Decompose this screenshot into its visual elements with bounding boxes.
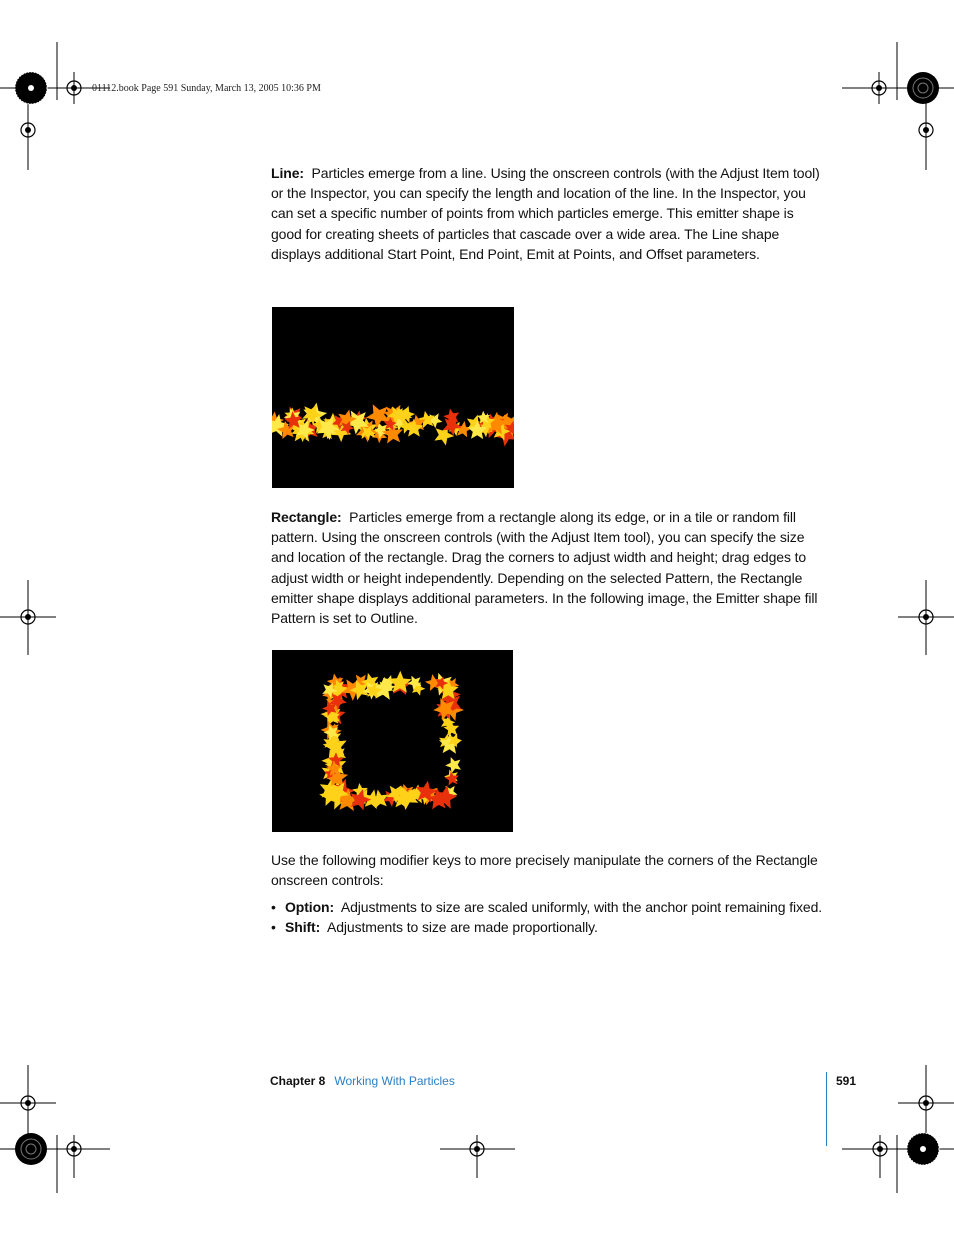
shift-description: Adjustments to size are made proportionally. <box>326 919 598 936</box>
star-particle <box>445 757 461 773</box>
term-shift: Shift: <box>285 919 321 936</box>
term-option: Option: <box>285 899 335 915</box>
rectangle-description: Particles emerge from a rectangle along its edge, or in a tile or random fill pattern. Using the onscreen controls (with the Adjust Item tool), you can specify the size and location of the rectangle. Drag the corners to adjust width and height; drag edges to adjust width or height independently. Depending on the selected Pattern, the Rectangle emitter shape displays additional parameters. In the following image, the Emitter shape fill Pattern is set to Outline. <box>271 509 818 627</box>
line-emitter-image <box>272 307 514 488</box>
paragraph-line <box>271 163 827 264</box>
page-number: 591 <box>836 1074 857 1088</box>
rectangle-emitter-image <box>272 650 513 832</box>
bullet-dot: • <box>271 919 276 936</box>
bullet-dot: • <box>271 899 276 915</box>
footer-divider <box>826 1072 827 1146</box>
line-description: Particles emerge from a line. Using the onscreen controls (with the Adjust Item tool) or the Inspector, you can specify the length and location of the line. In the Inspector, you can set a specific number of points from which particles emerge. This emitter shape is good for creating sheets of particles that cascade over a wide area. The Line shape displays additional Start Point, End Point, Emit at Points, and Offset parameters. <box>271 165 820 262</box>
page-header-slug: 01112.book Page 591 Sunday, March 13, 2005 10:36 PM <box>92 83 321 94</box>
bullet-option <box>271 897 827 917</box>
option-description: Adjustments to size are scaled uniformly, with the anchor point remaining fixed. <box>340 899 823 915</box>
footer-chapter <box>270 1073 455 1089</box>
chapter-title-link[interactable]: Working With Particles <box>334 1074 455 1088</box>
chapter-label: Chapter 8 <box>270 1074 326 1088</box>
modifier-keys-list <box>271 897 827 937</box>
bullet-shift <box>271 917 827 937</box>
modifier-keys-intro: Use the following modifier keys to more precisely manipulate the corners of the Rectangle onscreen controls: <box>271 852 818 889</box>
term-line: Line: <box>271 165 304 181</box>
paragraph-rectangle <box>271 507 827 628</box>
term-rectangle: Rectangle: <box>271 509 342 525</box>
